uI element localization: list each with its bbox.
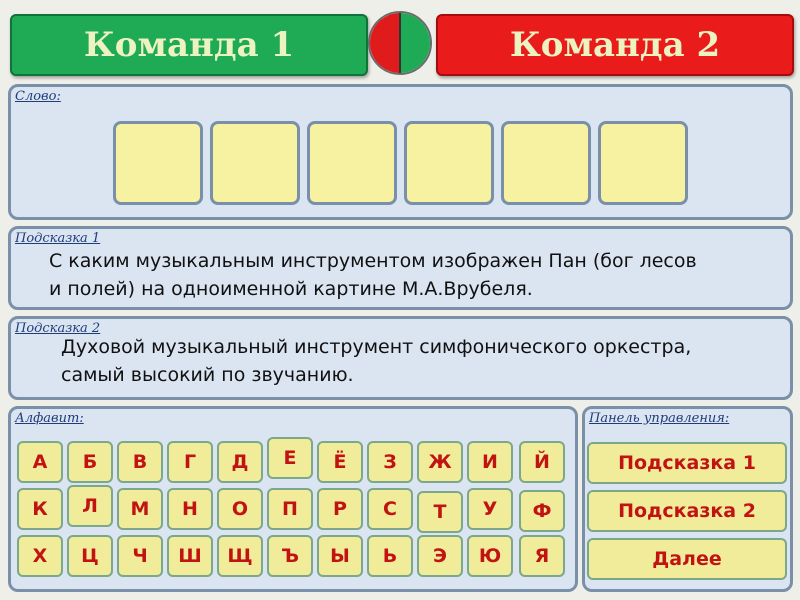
letter-key-l[interactable]: Л	[67, 485, 113, 527]
hint-1-panel-label: Подсказка 1	[15, 231, 101, 246]
letter-key-s[interactable]: С	[367, 488, 413, 530]
letter-key-y[interactable]: Ы	[317, 535, 363, 577]
letter-key-o[interactable]: О	[217, 488, 263, 530]
letter-key-zh[interactable]: Ж	[417, 441, 463, 483]
team-1-label: Команда 1	[83, 25, 295, 65]
letter-key-y-short[interactable]: Й	[519, 441, 565, 483]
hint-1-text: С каким музыкальным инструментом изображен Пан (бог лесов и полей) на одноименной картине М.А.Врубеля.	[49, 250, 697, 300]
team-1-button[interactable]	[10, 14, 368, 76]
letter-key-z[interactable]: З	[367, 441, 413, 483]
team-2-label: Команда 2	[509, 25, 721, 65]
letter-key-shch[interactable]: Щ	[217, 535, 263, 577]
letter-key-e[interactable]: Е	[267, 437, 313, 479]
letter-key-hard-sign[interactable]: Ъ	[267, 535, 313, 577]
letter-key-b[interactable]: Б	[67, 441, 113, 483]
hint-2-panel	[8, 316, 793, 400]
letter-key-n[interactable]: Н	[167, 488, 213, 530]
word-slot-2	[210, 121, 300, 205]
letter-key-yu[interactable]: Ю	[467, 535, 513, 577]
letter-key-d[interactable]: Д	[217, 441, 263, 483]
turn-indicator-icon[interactable]	[368, 11, 432, 75]
word-slot-6	[598, 121, 688, 205]
word-slot-1	[113, 121, 203, 205]
letter-key-p[interactable]: П	[267, 488, 313, 530]
letter-key-f[interactable]: Ф	[519, 490, 565, 532]
word-slot-5	[501, 121, 591, 205]
letter-key-ts[interactable]: Ц	[67, 535, 113, 577]
letter-key-i[interactable]: И	[467, 441, 513, 483]
word-slot-3	[307, 121, 397, 205]
hint-2-panel-label: Подсказка 2	[15, 321, 101, 336]
hint-2-button[interactable]: Подсказка 2	[587, 490, 787, 532]
letter-key-a[interactable]: А	[17, 441, 63, 483]
hint-1-panel	[8, 226, 793, 310]
team-2-button[interactable]	[436, 14, 794, 76]
letter-key-sh[interactable]: Ш	[167, 535, 213, 577]
letter-key-u[interactable]: У	[467, 488, 513, 530]
alphabet-panel-label: Алфавит:	[15, 411, 84, 426]
next-button[interactable]: Далее	[587, 538, 787, 580]
letter-key-k[interactable]: К	[17, 488, 63, 530]
letter-key-kh[interactable]: Х	[17, 535, 63, 577]
hint-2-text: Духовой музыкальный инструмент симфонического оркестра, самый высокий по звучанию.	[61, 336, 692, 386]
letter-key-m[interactable]: М	[117, 488, 163, 530]
letter-key-eh[interactable]: Э	[417, 535, 463, 577]
letter-key-ch[interactable]: Ч	[117, 535, 163, 577]
letter-key-yo[interactable]: Ё	[317, 441, 363, 483]
hint-1-button[interactable]: Подсказка 1	[587, 442, 787, 484]
letter-key-r[interactable]: Р	[317, 488, 363, 530]
word-panel-label: Слово:	[15, 89, 61, 104]
control-panel-label: Панель управления:	[589, 411, 730, 426]
word-slot-4	[404, 121, 494, 205]
letter-key-g[interactable]: Г	[167, 441, 213, 483]
letter-key-t[interactable]: Т	[417, 491, 463, 533]
letter-key-soft-sign[interactable]: Ь	[367, 535, 413, 577]
letter-key-ya[interactable]: Я	[519, 535, 565, 577]
letter-key-v[interactable]: В	[117, 441, 163, 483]
